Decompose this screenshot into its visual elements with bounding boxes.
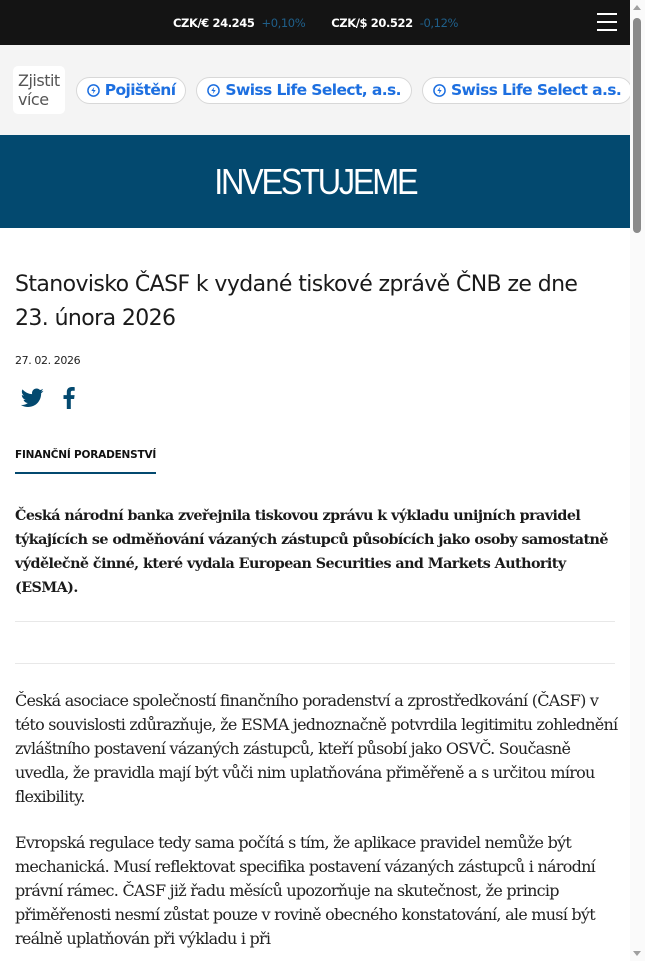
rate-eur-change: +0,10% <box>261 15 306 30</box>
chip-label-text: Pojištění <box>104 81 176 99</box>
hamburger-line <box>597 21 617 23</box>
hamburger-menu-icon[interactable] <box>597 13 617 31</box>
article-date: 27. 02. 2026 <box>15 354 81 367</box>
exchange-rates <box>173 0 484 45</box>
divider <box>15 621 615 622</box>
rate-eur <box>173 16 305 30</box>
chip-pojisteni[interactable] <box>76 77 187 104</box>
article-paragraph: Evropská regulace tedy sama počítá s tím, že aplikace pravidel nemůže být mechanická. Musí reflektovat specifika postavení vázaných zástupců i národní právní rámec. ČASF již řadu měsíců upozorňuje na skutečnost, že princip přiměřenosti nesmí zůstat pouze v rovině obecného konstatování, ale musí být reálně uplatňován při výkladu i při <box>15 833 595 948</box>
facebook-icon[interactable] <box>63 387 75 409</box>
chip-swiss-life-select-2[interactable] <box>422 77 630 104</box>
twitter-icon[interactable] <box>21 388 44 408</box>
chip-label-text: Swiss Life Select a.s. <box>450 81 622 99</box>
lightning-circle-icon <box>433 84 446 97</box>
rate-usd-value: CZK/$ 20.522 <box>331 15 413 30</box>
scroll-down-arrow-icon[interactable] <box>633 951 641 956</box>
top-bar <box>0 0 630 45</box>
rate-eur-value: CZK/€ 24.245 <box>173 15 255 30</box>
vertical-scrollbar[interactable] <box>630 0 645 961</box>
scrollbar-thumb[interactable] <box>633 18 641 233</box>
scroll-up-arrow-icon[interactable] <box>633 5 641 10</box>
related-topics-bar <box>0 45 630 135</box>
lightning-circle-icon <box>87 84 100 97</box>
article-paragraph: Česká asociace společností finančního poradenství a zprostředkování (ČASF) v této souvislosti zdůrazňuje, že ESMA jednoznačně potvrdila legitimitu zohlednění zvláštního postavení vázaných zástupců, kteří působí jako OSVČ. Současně uvedla, že pravidla mají být vůči nim uplatňována přiměřeně a s určitou mírou flexibility. <box>15 691 618 806</box>
hamburger-line <box>597 13 617 15</box>
article-title: Stanovisko ČASF k vydané tiskové zprávě ČNB ze dne 23. února 2026 <box>15 272 578 331</box>
learn-more-label: Zjistit více <box>13 66 65 114</box>
rate-usd <box>331 16 458 30</box>
rate-usd-change: -0,12% <box>419 15 459 30</box>
article <box>0 268 630 951</box>
lightning-circle-icon <box>207 84 220 97</box>
article-lead: Česká národní banka zveřejnila tiskovou zprávu k výkladu unijních pravidel týkajících se odměňování vázaných zástupců působících jako osoby samostatně výdělečně činné, které vydala European Securities and Markets Authority (ESMA). <box>15 508 608 596</box>
divider <box>15 663 615 664</box>
category-tag[interactable]: FINANČNÍ PORADENSTVÍ <box>15 449 156 474</box>
chip-label-text: Swiss Life Select, a.s. <box>225 81 401 99</box>
section-banner <box>0 135 630 228</box>
share-buttons <box>15 385 615 411</box>
chip-swiss-life-select-1[interactable] <box>196 77 412 104</box>
hamburger-line <box>597 29 617 31</box>
section-title[interactable]: INVESTUJEME <box>213 160 417 202</box>
